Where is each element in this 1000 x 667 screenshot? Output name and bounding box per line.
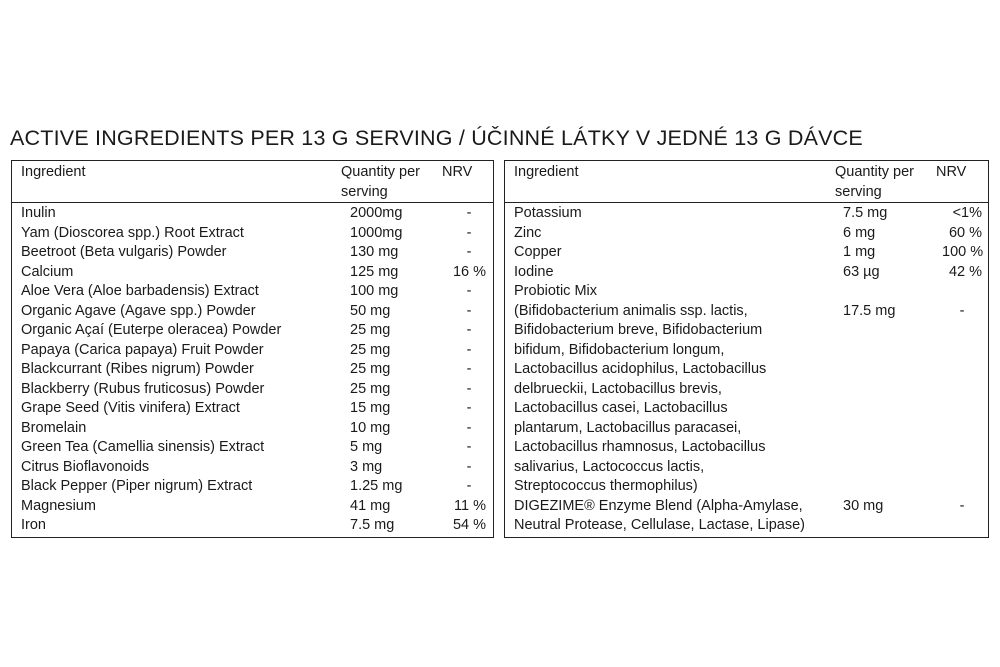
ingredient-name: salivarius, Lactococcus lactis,: [514, 458, 705, 475]
ingredient-name: Organic Agave (Agave spp.) Powder: [21, 302, 256, 319]
ingredient-name: Inulin: [21, 205, 56, 221]
ingredient-quantity: 2000mg: [350, 205, 403, 221]
ingredient-name: Iodine: [514, 263, 554, 280]
table-row: [505, 282, 988, 302]
ingredient-quantity: 25 mg: [350, 361, 391, 377]
ingredient-nrv: -: [959, 497, 965, 514]
ingredient-nrv: -: [466, 205, 472, 221]
ingredient-nrv: -: [466, 341, 472, 358]
ingredient-name: Iron: [21, 517, 46, 533]
ingredient-name: Calcium: [21, 263, 74, 280]
ingredient-quantity: 63 µg: [843, 263, 880, 280]
ingredient-quantity: 3 mg: [350, 458, 383, 475]
table-header: [12, 161, 493, 203]
table-row: [12, 516, 493, 536]
table-row: [12, 477, 493, 497]
ingredient-nrv: -: [466, 400, 472, 416]
ingredients-table-left: [11, 160, 494, 538]
ingredient-nrv: -: [466, 244, 472, 260]
table-row: [505, 263, 988, 283]
ingredient-nrv: 11 %: [454, 497, 486, 514]
ingredient-quantity: 1000mg: [350, 224, 403, 241]
ingredient-nrv: -: [466, 361, 472, 377]
table-row: [505, 399, 988, 419]
ingredient-quantity: 1 mg: [843, 244, 876, 260]
table-row: [505, 302, 988, 322]
table-row: [505, 477, 988, 497]
header-ingredient: Ingredient: [21, 164, 86, 180]
ingredient-quantity: 6 mg: [843, 224, 876, 241]
ingredient-name: Green Tea (Camellia sinensis) Extract: [21, 439, 265, 455]
ingredient-name: Yam (Dioscorea spp.) Root Extract: [21, 224, 244, 241]
ingredient-quantity: 41 mg: [350, 497, 391, 514]
ingredient-quantity: 7.5 mg: [350, 517, 395, 533]
ingredient-quantity: 25 mg: [350, 341, 391, 358]
table-row: [505, 419, 988, 439]
table-row: [505, 438, 988, 458]
ingredient-nrv: -: [466, 380, 472, 397]
ingredient-nrv: -: [466, 302, 472, 319]
header-nrv: NRV: [936, 164, 967, 180]
ingredient-quantity: 25 mg: [350, 322, 391, 338]
table-row: [12, 419, 493, 439]
table-row: [505, 497, 988, 517]
ingredient-quantity: 125 mg: [350, 263, 399, 280]
ingredient-name: Copper: [514, 244, 562, 260]
ingredient-name: bifidum, Bifidobacterium longum,: [514, 341, 725, 358]
table-row: [12, 321, 493, 341]
ingredients-table-right: [504, 160, 989, 538]
ingredient-name: Lactobacillus casei, Lactobacillus: [514, 400, 728, 416]
ingredient-quantity: 1.25 mg: [350, 478, 403, 494]
table-row: [12, 341, 493, 361]
page-title: ACTIVE INGREDIENTS PER 13 G SERVING / ÚČINNÉ LÁTKY V JEDNÉ 13 G DÁVCE: [10, 126, 863, 150]
table-row: [12, 263, 493, 283]
ingredient-name: Organic Açaí (Euterpe oleracea) Powder: [21, 322, 282, 338]
ingredient-quantity: 10 mg: [350, 419, 391, 436]
ingredient-nrv: -: [466, 439, 472, 455]
ingredient-nrv: -: [466, 322, 472, 338]
ingredient-name: Citrus Bioflavonoids: [21, 458, 150, 475]
ingredient-name: Lactobacillus acidophilus, Lactobacillus: [514, 361, 767, 377]
header-quantity: Quantity per serving: [341, 164, 420, 200]
ingredient-name: Grape Seed (Vitis vinifera) Extract: [21, 400, 240, 416]
ingredient-name: Blackcurrant (Ribes nigrum) Powder: [21, 361, 254, 377]
table-row: [12, 224, 493, 244]
ingredient-name: (Bifidobacterium animalis ssp. lactis,: [514, 302, 748, 319]
header-ingredient: Ingredient: [514, 164, 579, 180]
table-row: [505, 224, 988, 244]
table-row: [505, 243, 988, 263]
ingredient-quantity: 100 mg: [350, 283, 399, 299]
table-row: [12, 282, 493, 302]
ingredient-nrv: 60 %: [948, 224, 982, 241]
ingredient-name: Potassium: [514, 205, 582, 221]
ingredient-quantity: 130 mg: [350, 244, 399, 260]
table-row: [12, 380, 493, 400]
ingredient-name: Bromelain: [21, 419, 87, 436]
ingredient-quantity: 7.5 mg: [843, 205, 888, 221]
header-nrv: NRV: [442, 164, 473, 180]
ingredient-nrv: -: [466, 283, 472, 299]
table-row: [12, 458, 493, 478]
ingredient-name: Neutral Protease, Cellulase, Lactase, Lipase): [514, 517, 805, 533]
ingredient-quantity: 50 mg: [350, 302, 391, 319]
ingredient-quantity: 17.5 mg: [843, 302, 896, 319]
table-row: [505, 321, 988, 341]
ingredient-name: Bifidobacterium breve, Bifidobacterium: [514, 322, 763, 338]
table-row: [505, 360, 988, 380]
table-row: [12, 204, 493, 224]
ingredient-quantity: 15 mg: [350, 400, 391, 416]
ingredient-name: Streptococcus thermophilus): [514, 478, 698, 494]
ingredient-nrv: -: [959, 302, 965, 319]
ingredient-quantity: 25 mg: [350, 380, 391, 397]
ingredient-name: Aloe Vera (Aloe barbadensis) Extract: [21, 283, 259, 299]
ingredient-nrv: <1%: [952, 205, 982, 221]
table-row: [12, 497, 493, 517]
table-row: [12, 360, 493, 380]
table-row: [505, 516, 988, 536]
ingredient-nrv: 54 %: [452, 517, 486, 533]
table-row: [505, 380, 988, 400]
ingredient-name: Lactobacillus rhamnosus, Lactobacillus: [514, 439, 766, 455]
ingredient-nrv: -: [466, 458, 472, 475]
ingredient-name: Blackberry (Rubus fruticosus) Powder: [21, 380, 265, 397]
ingredient-quantity: 5 mg: [350, 439, 383, 455]
ingredient-nrv: -: [466, 478, 472, 494]
ingredient-name: Zinc: [514, 224, 542, 241]
ingredient-name: Black Pepper (Piper nigrum) Extract: [21, 478, 253, 494]
ingredient-name: delbrueckii, Lactobacillus brevis,: [514, 380, 722, 397]
table-row: [12, 399, 493, 419]
header-quantity: Quantity per serving: [835, 164, 914, 200]
table-header: [505, 161, 988, 203]
ingredient-name: Papaya (Carica papaya) Fruit Powder: [21, 341, 264, 358]
ingredient-nrv: 42 %: [948, 263, 982, 280]
table-row: [12, 302, 493, 322]
ingredient-name: Magnesium: [21, 497, 96, 514]
ingredient-nrv: 100 %: [942, 244, 984, 260]
ingredient-name: Probiotic Mix: [514, 283, 597, 299]
table-body: [12, 204, 493, 536]
ingredient-name: plantarum, Lactobacillus paracasei,: [514, 419, 742, 436]
table-row: [505, 341, 988, 361]
ingredient-quantity: 30 mg: [843, 497, 884, 514]
table-body: [505, 204, 988, 536]
table-row: [505, 204, 988, 224]
table-row: [505, 458, 988, 478]
ingredient-nrv: -: [466, 224, 472, 241]
ingredient-nrv: 16 %: [452, 263, 486, 280]
table-row: [12, 438, 493, 458]
table-row: [12, 243, 493, 263]
ingredient-nrv: -: [466, 419, 472, 436]
ingredient-name: Beetroot (Beta vulgaris) Powder: [21, 244, 227, 260]
ingredient-name: DIGEZIME® Enzyme Blend (Alpha-Amylase,: [514, 497, 803, 514]
